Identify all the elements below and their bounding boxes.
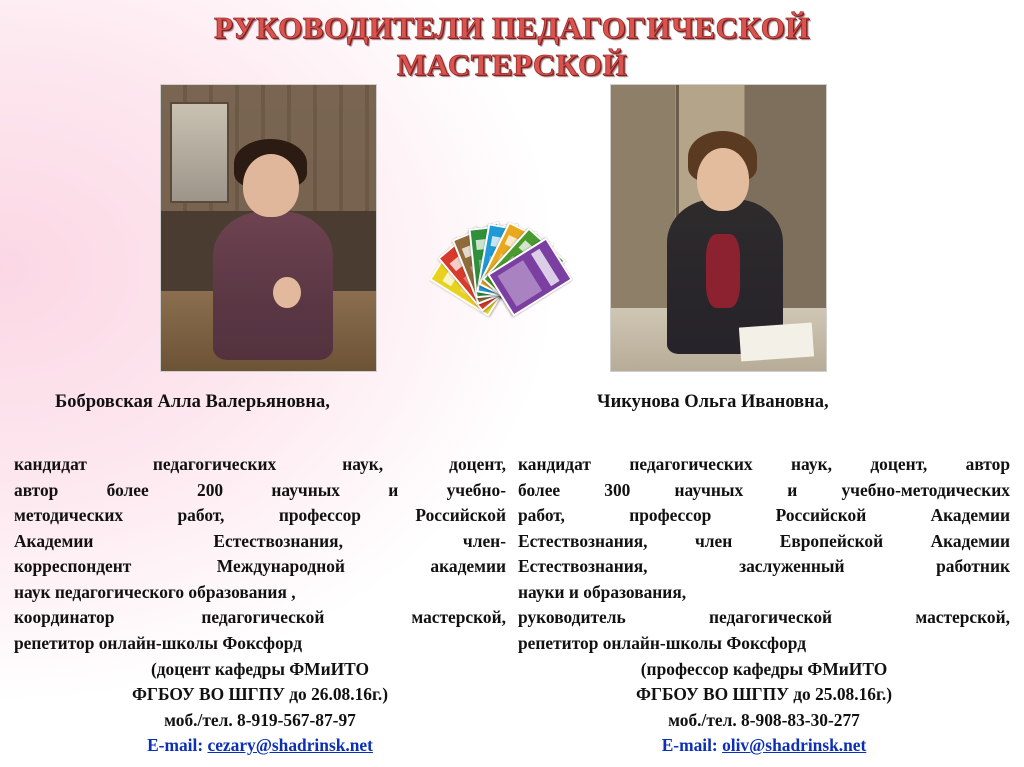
books-fan-decoration xyxy=(418,198,578,373)
bio-line: методических работ, профессор Российской xyxy=(14,505,506,526)
photo-left-image xyxy=(161,85,376,371)
photo-person-hand xyxy=(273,277,301,308)
email-address[interactable]: cezary@shadrinsk.net xyxy=(207,735,373,756)
person-name-right: Чикунова Ольга Ивановна, xyxy=(597,392,829,412)
bio-line: корреспондент Международной академии xyxy=(14,556,506,577)
position-line-1: (профессор кафедры ФМиИТО xyxy=(640,658,888,679)
email-address[interactable]: oliv@shadrinsk.net xyxy=(722,735,867,756)
photo-chikunova xyxy=(610,84,827,372)
bio-line: кандидат педагогических наук, доцент, xyxy=(14,454,506,474)
bio-line: Академии Естествознания, член- xyxy=(14,530,506,551)
bio-line: наук педагогического образования , xyxy=(14,581,296,602)
bio-line: координатор педагогической мастерской, xyxy=(14,607,506,628)
photo-right-image xyxy=(611,85,826,371)
bio-line: кандидат педагогических наук, доцент, автор xyxy=(518,454,1010,474)
email-row xyxy=(518,733,1010,759)
photo-person-scarf xyxy=(706,234,740,308)
position-line-2: ФГБОУ ВО ШГПУ до 26.08.16г.) xyxy=(131,684,389,705)
photo-person-head xyxy=(697,148,749,211)
photo-papers xyxy=(739,323,814,362)
email-label: E-mail: xyxy=(147,735,204,756)
photo-window xyxy=(170,102,230,203)
bio-line: автор более 200 научных и учебно- xyxy=(14,479,506,500)
photo-bobrovskaya xyxy=(160,84,377,372)
phone: моб./тел. 8-908-83-30-277 xyxy=(668,709,860,730)
person-name-left: Бобровская Алла Валерьяновна, xyxy=(55,392,330,412)
position-line-2: ФГБОУ ВО ШГПУ до 25.08.16г.) xyxy=(635,684,893,705)
bio-line: репетитор онлайн-школы Фоксфорд xyxy=(518,633,807,654)
title-line-1: РУКОВОДИТЕЛИ ПЕДАГОГИЧЕСКОЙ xyxy=(214,10,810,45)
position-line-1: (доцент кафедры ФМиИТО xyxy=(150,658,370,679)
photo-person-body xyxy=(213,211,333,360)
bio-line: более 300 научных и учебно-методических xyxy=(518,479,1010,500)
bio-column-left xyxy=(14,452,506,759)
page-title xyxy=(0,0,1024,83)
bio-line: Естествознания, член Европейской Академии xyxy=(518,530,1010,551)
email-row xyxy=(14,733,506,759)
bio-line: науки и образования, xyxy=(518,581,687,602)
bio-column-right xyxy=(518,452,1010,759)
bio-line: работ, профессор Российской Академии xyxy=(518,505,1010,526)
bio-line: репетитор онлайн-школы Фоксфорд xyxy=(14,633,303,654)
bio-line: руководитель педагогической мастерской, xyxy=(518,607,1010,628)
book-cover-art xyxy=(497,260,542,306)
bio-line: Естествознания, заслуженный работник xyxy=(518,556,1010,577)
photo-person-head xyxy=(243,154,299,217)
title-line-2: МАСТЕРСКОЙ xyxy=(396,46,628,82)
email-label: E-mail: xyxy=(661,735,718,756)
phone: моб./тел. 8-919-567-87-97 xyxy=(164,709,356,730)
